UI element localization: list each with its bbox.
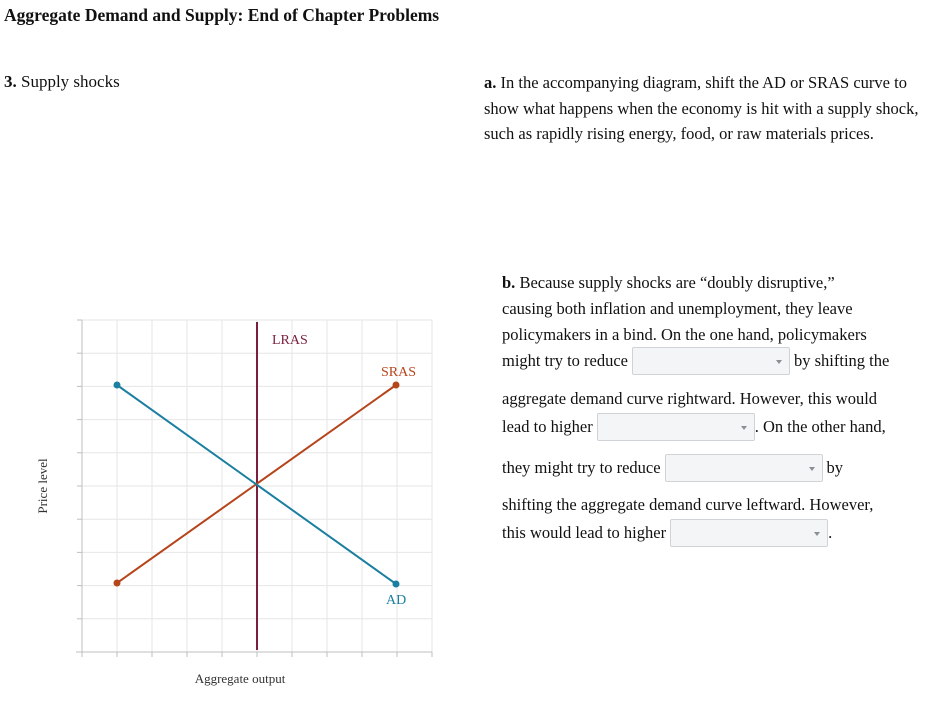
ad-label: AD [386,593,407,608]
sras-endpoint-handle[interactable] [114,580,121,587]
part-b-line-7 [502,454,843,482]
part-b-line8-text: shifting the aggregate demand curve leftward. However, [502,495,874,514]
part-b-line-8 [502,492,873,518]
blank-4-dropdown[interactable] [670,519,828,547]
part-a-body: In the accompanying diagram, shift the AD or SRAS curve to show what happens when the economy is hit with a supply shock, such as rapidly rising energy, food, or raw materials prices. [484,73,919,143]
part-b-line-4 [502,347,889,375]
part-b-line3-text: policymakers in a bind. On the one hand, policymakers [502,325,867,344]
blank-2-dropdown[interactable] [597,413,755,441]
part-b-line-6 [502,413,886,441]
part-a-label: a. [484,73,497,92]
lras-label: LRAS [272,333,308,348]
part-b-line6-pre: lead to higher [502,417,593,437]
part-b-line-1 [502,270,835,296]
ad-as-graph[interactable] [0,300,460,700]
blank-1-dropdown[interactable] [632,347,790,375]
part-b-line2-text: causing both inflation and unemployment, they leave [502,299,853,318]
part-b-line-3 [502,322,867,348]
problem-heading [4,72,120,92]
page-title: Aggregate Demand and Supply: End of Chapter Problems [4,5,440,25]
blank-3-dropdown[interactable] [665,454,823,482]
y-axis-label: Price level [35,458,50,514]
chevron-down-icon [741,426,747,430]
ad-endpoint-handle[interactable] [393,581,400,588]
ad-endpoint-handle[interactable] [114,382,121,389]
chevron-down-icon [814,532,820,536]
part-b-line7-post: by [826,458,844,478]
graph-canvas[interactable] [0,300,460,700]
part-b-line-5 [502,386,877,412]
part-b-line6-post: . On the other hand, [754,417,886,437]
problem-number: 3. [4,72,17,91]
part-b-label: b. [502,273,516,292]
chevron-down-icon [776,360,782,364]
part-b-line4-post: by shifting the [794,351,890,371]
problem-title: Supply shocks [21,72,120,91]
part-b-line9-post: . [828,523,833,543]
part-b-line5-text: aggregate demand curve rightward. However, this would [502,389,878,408]
part-b-line4-pre: might try to reduce [502,351,629,371]
graph-grid [77,320,432,657]
part-b-line-2 [502,296,853,322]
part-b-line1-text: Because supply shocks are “doubly disruptive,” [519,273,835,292]
chevron-down-icon [809,467,815,471]
x-axis-label: Aggregate output [194,671,286,686]
part-a-text [484,70,929,147]
sras-label: SRAS [381,365,417,380]
part-b-line9-pre: this would lead to higher [502,523,667,543]
part-b-line-9 [502,519,832,547]
sras-endpoint-handle[interactable] [393,382,400,389]
part-b-line7-pre: they might try to reduce [502,458,661,478]
